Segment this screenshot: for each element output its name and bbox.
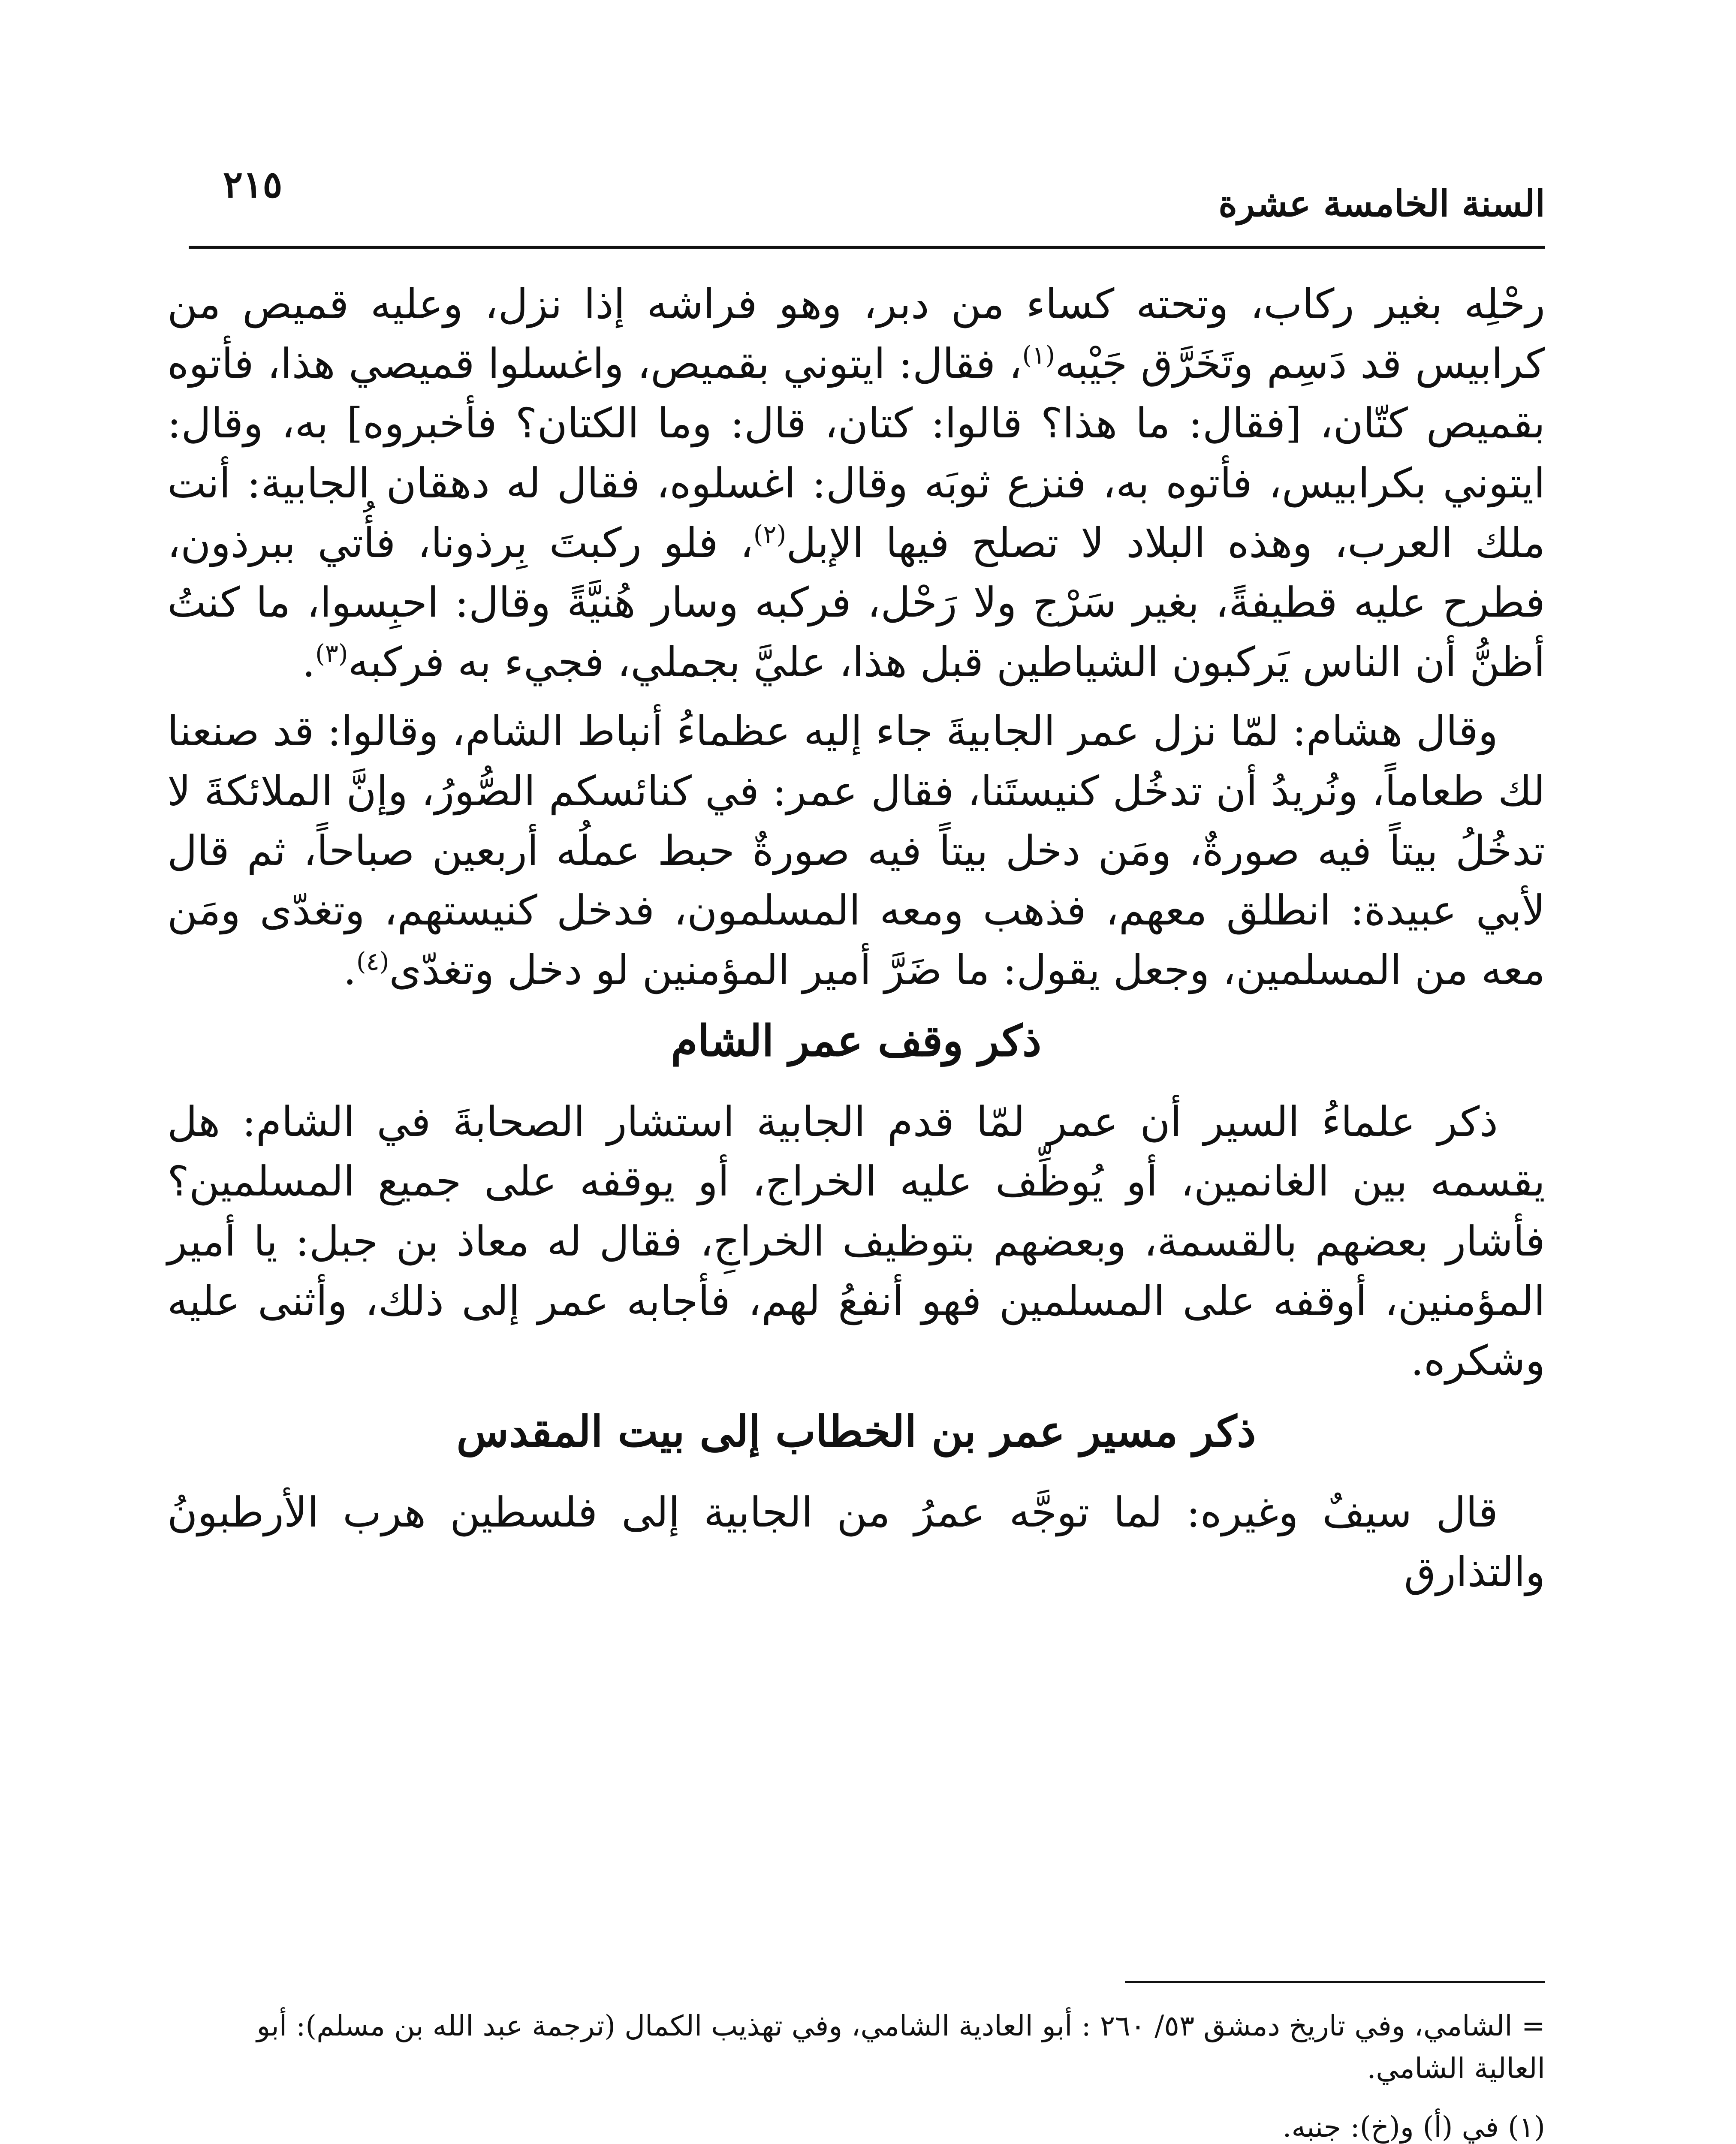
page-number: ٢١٥ [223,163,283,206]
page-header [189,154,1545,249]
footnote-ref-3: (٣) [315,639,348,668]
running-title: السنة الخامسة عشرة [1218,182,1545,225]
footnote-continued: = الشامي، وفي تاريخ دمشق ٥٣/ ٢٦٠ : أبو العادية الشامي، وفي تهذيب الكمال (ترجمة عبد الله بن مسلم): أبو العالية الشامي. [256,2009,1545,2085]
footnote-ref-4: (٤) [356,947,389,976]
footnote-1: (١) في (أ) و(خ): جنبه. [1282,2111,1545,2144]
paragraph-2-end: . [343,946,356,994]
main-text [167,274,1545,1612]
paragraph-2-text: وقال هشام: لمّا نزل عمر الجابيةَ جاء إليه عظماءُ أنباط الشام، وقالوا: قد صنعنا لك طعاماً، ونُريدُ أن تدخُل كنيستَنا، فقال عمر: في كنائسكم الصُّورُ، وإنَّ الملائكةَ لا تدخُلُ بيتاً فيه صورةٌ، ومَن دخل بيتاً فيه صورةٌ حبط عملُه أربعين صباحاً، ثم قال لأبي عبيدة: انطلق معهم، فذهب ومعه المسلمون، فدخل كنيستهم، وتغدّى ومَن معه من المسلمين، وجعل يقول: ما ضَرَّ أمير المؤمنين لو دخل وتغدّى [167,707,1546,994]
section-heading-waqf: ذكر وقف عمر الشام [671,1015,1042,1066]
footnote-rule [1125,1981,1545,1983]
paragraph-4: قال سيفٌ وغيره: لما توجَّه عمرُ من الجابية إلى فلسطين هرب الأرطبونُ والتذارق [167,1488,1545,1596]
paragraph-3: ذكر علماءُ السير أن عمر لمّا قدم الجابية استشار الصحابةَ في الشام: هل يقسمه بين الغانمين، أو يُوظِّف عليه الخراج، أو يوقفه على جميع المسلمين؟ فأشار بعضهم بالقسمة، وبعضهم بتوظيف الخراجِ، فقال له معاذ بن جبل: يا أمير المؤمنين، أوقفه على المسلمين فهو أنفعُ لهم، فأجابه عمر إلى ذلك، وأثنى عليه وشكره. [167,1098,1546,1385]
paragraph-2 [167,702,1545,1000]
footnotes [189,1981,1545,2144]
footnote-ref-1: (١) [1022,340,1055,370]
header-rule [189,246,1545,249]
paragraph-1-text: رحْلِه بغير ركاب، وتحته كساء من دبر، وهو فراشه إذا نزل، وعليه قميص من كرابيس قد دَسِم وتَخَرَّق جَيْبه [167,280,1545,388]
footnote-ref-2: (٢) [753,519,787,549]
paragraph-1 [167,274,1545,692]
paragraph-1-cont: ، فقال: ايتوني بقميص، واغسلوا قميصي هذا، فأتوه بقميص كتّان، [فقال: ما هذا؟ قالوا: كتان، قال: وما الكتان؟ فأخبروه] به، وقال: ايتوني بكرابيس، فأتوه به، فنزع ثوبَه وقال: اغسلوه، فقال له دهقان الجابية: أنت ملك العرب، وهذه البلاد لا تصلح فيها الإبل [167,340,1546,567]
paragraph-1-cont2: ، فلو ركبتَ بِرذونا، فأُتي ببرذون، فطرح عليه قطيفةً، بغير سَرْج ولا رَحْل، فركبه وسار هُنيَّةً وقال: احبِسوا، ما كنتُ أظنُّ أن الناس يَركبون الشياطين قبل هذا، عليَّ بجملي، فجيء به فركبه [167,518,1545,687]
paragraph-1-end: . [302,638,316,687]
section-heading-masir: ذكر مسير عمر بن الخطاب إلى بيت المقدس [456,1406,1256,1457]
